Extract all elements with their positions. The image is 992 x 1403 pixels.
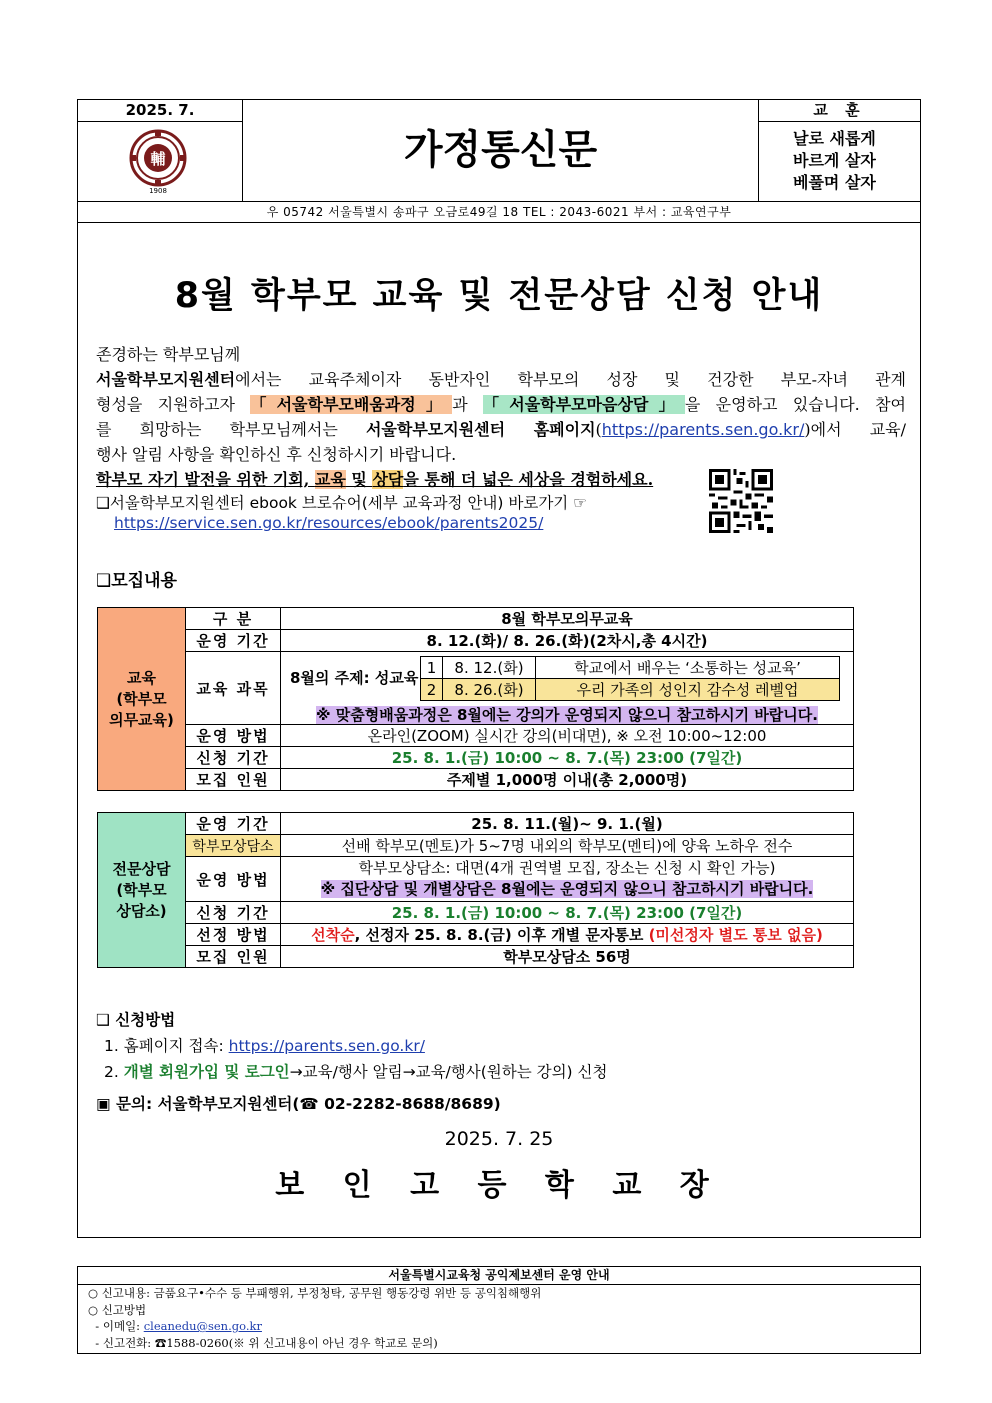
document-title: 8월 학부모 교육 및 전문상담 신청 안내 [174,276,824,316]
topic-row: 2 8. 26.(화) 우리 가족의 성인지 감수성 레벨업 [421,679,840,701]
emblem-year: 1908 [149,187,167,195]
edu-topics-cell: 8월의 주제: 성교육 1 8. 12.(화) 학교에서 배우는 ‘소통하는 성교육’ 2 8. 26.(화) 우리 가족의 성인지 감수성 레벨업 ※ 맞춤형배움과정은 8월에는 강의가 운영되지 않으니 참고하시기 바랍니다. [281,652,854,725]
intro-paragraph: 존경하는 학부모님께 서울학부모지원센터에서는 교육주체이자 동반자인 학부모의 성장 및 건강한 부모-자녀 관계 형성을 지원하고자 「서울학부모배움과정」과 「서울학부모마음상담」을 운영하고 있습니다. 참여 를 희망하는 학부모님께서는 서울학부모지원센터 홈페이지(https://parents.sen.go.kr/)에서 교육/ 행사 알림 사항을 확인하신 후 신청하시기 바랍니다. 학부모 자기 발전을 위한 기회, 교육 및 상담을 통해 더 넓은 세상을 경험하세요. [96,342,906,492]
edu-note: ※ 맞춤형배움과정은 8월에는 강의가 운영되지 않으니 참고하시기 바랍니다. [316,706,818,724]
header-left-cell [78,100,243,201]
school-address: 우 05742 서울특별시 송파구 오금로49길 18 TEL : 2043-6021 부서 : 교육연구부 [77,202,921,223]
apply-homepage-link[interactable]: https://parents.sen.go.kr/ [228,1037,425,1055]
apply-heading: ❑ 신청방법 [96,1011,176,1029]
topic-row: 1 8. 12.(화) 학교에서 배우는 ‘소통하는 성교육’ [421,657,840,679]
paper-title: 가정통신문 [403,127,598,173]
homepage-link[interactable]: https://parents.sen.go.kr/ [601,420,805,439]
school-principal: 보 인 고 등 학 교 장 [275,1168,723,1203]
slogan: 학부모 자기 발전을 위한 기회, 교육 및 상담을 통해 더 넓은 세상을 경험하세요. [96,470,654,489]
motto-label: 교 훈 [759,100,920,122]
notice-title: 서울특별시교육청 공익제보센터 운영 안내 [78,1267,920,1285]
motto-text [793,128,876,194]
counsel-note: ※ 집단상담 및 개별상담은 8월에는 운영되지 않으니 참고하시기 바랍니다. [320,880,814,898]
sign-date: 2025. 7. 25 [444,1128,554,1150]
recruit-heading: ❑모집내용 [96,571,177,591]
qr-code-icon[interactable] [709,469,773,533]
report-email-link[interactable]: cleanedu@sen.go.kr [143,1319,262,1333]
whistleblower-notice: 서울특별시교육청 공익제보센터 운영 안내 ○ 신고내용: 금품요구•수수 등 부패행위, 부정청탁, 공무원 행동강령 위반 등 공익침해행위 ○ 신고방법 - 이메일: cleanedu@sen.go.kr - 신고전화: ☎1588-0260(※ 위 신고내용이 아닌 경우 학교로 문의) [77,1266,921,1354]
apply-section: ❑ 신청방법 1. 홈페이지 접속: https://parents.sen.go.kr/ 2. 개별 회원가입 및 로그인→교육/행사 알림→교육/행사(원하는 강의) 신청 ▣ 문의: 서울학부모지원센터(☎ 02-2282-8688/8689) [96,1007,607,1117]
counsel-table: 전문상담 (학부모 상담소) 운영 기간 25. 8. 11.(월)~ 9. 1.(월) 학부모상담소 선배 학부모(멘토)가 5~7명 내외의 학부모(멘티)에 양육 노하우 전수 운영 방법 학부모상담소: 대면(4개 권역별 모집, 장소는 신청 시 확인 가능) ※ 집단상담 및 개별상담은 8월에는 운영되지 않으니 참고하시기 바랍니다. 신청 기간 25. 8. 1.(금) 10:00 ~ 8. 7.(목) 23:00 (7일간) 선정 방법 선착순, 선정자 25. 8. 8.(금) 이후 개별 문자통보 (미선정자 별도 통보 없음) 모집 인원 학부모상담소 56명 [97,812,854,968]
center-name: 서울학부모지원센터 [96,370,236,389]
edu-group-cell: 교육 (학부모 의무교육) [98,608,186,791]
ebook-label: ❑서울학부모지원센터 ebook 브로슈어(세부 교육과정 안내) 바로가기 ☞ [96,494,588,512]
header-right-cell [758,100,920,201]
newsletter-header [77,99,921,202]
program-learning-highlight: 「서울학부모배움과정」 [250,395,453,414]
topic-list [420,656,840,701]
motto-line: 베풀며 살자 [793,173,876,192]
program-counsel-highlight: 「서울학부모마음상담」 [483,395,685,414]
motto-line: 바르게 살자 [793,151,876,170]
education-table: 교육 (학부모 의무교육) 구 분 8월 학부모의무교육 운영 기간 8. 12.(화)/ 8. 26.(화)(2차시,총 4시간) 교육 과목 8월의 주제: 성교육 1 8. 12.(화) 학교에서 배우는 ‘소통하는 성교육’ 2 8. 26.(화) 우리 가족의 성인지 감수성 레벨업 ※ 맞춤형배움과정은 8월에는 강의가 운영되지 않으니 참고하시기 바랍니다. 운영 방법 온라인(ZOOM) 실시간 강의(비대면), ※ 오전 10:00~12:00 신청 기간 25. 8. 1.(금) 10:00 ~ 8. 7.(목) 23:00 (7일간) 모집 인원 주제별 1,000명 이내(총 2,000명) [97,607,854,791]
greeting: 존경하는 학부모님께 [96,345,241,364]
issue-date: 2025. 7. [78,100,242,122]
svg-text:輔: 輔 [150,150,166,168]
school-emblem-icon [128,129,188,195]
ebook-notice [96,493,587,533]
counsel-group-cell: 전문상담 (학부모 상담소) [98,813,186,968]
motto-line: 날로 새롭게 [793,129,876,148]
ebook-link[interactable]: https://service.sen.go.kr/resources/ebook/parents2025/ [114,514,544,532]
contact-info: ▣ 문의: 서울학부모지원센터(☎ 02-2282-8688/8689) [96,1095,501,1113]
